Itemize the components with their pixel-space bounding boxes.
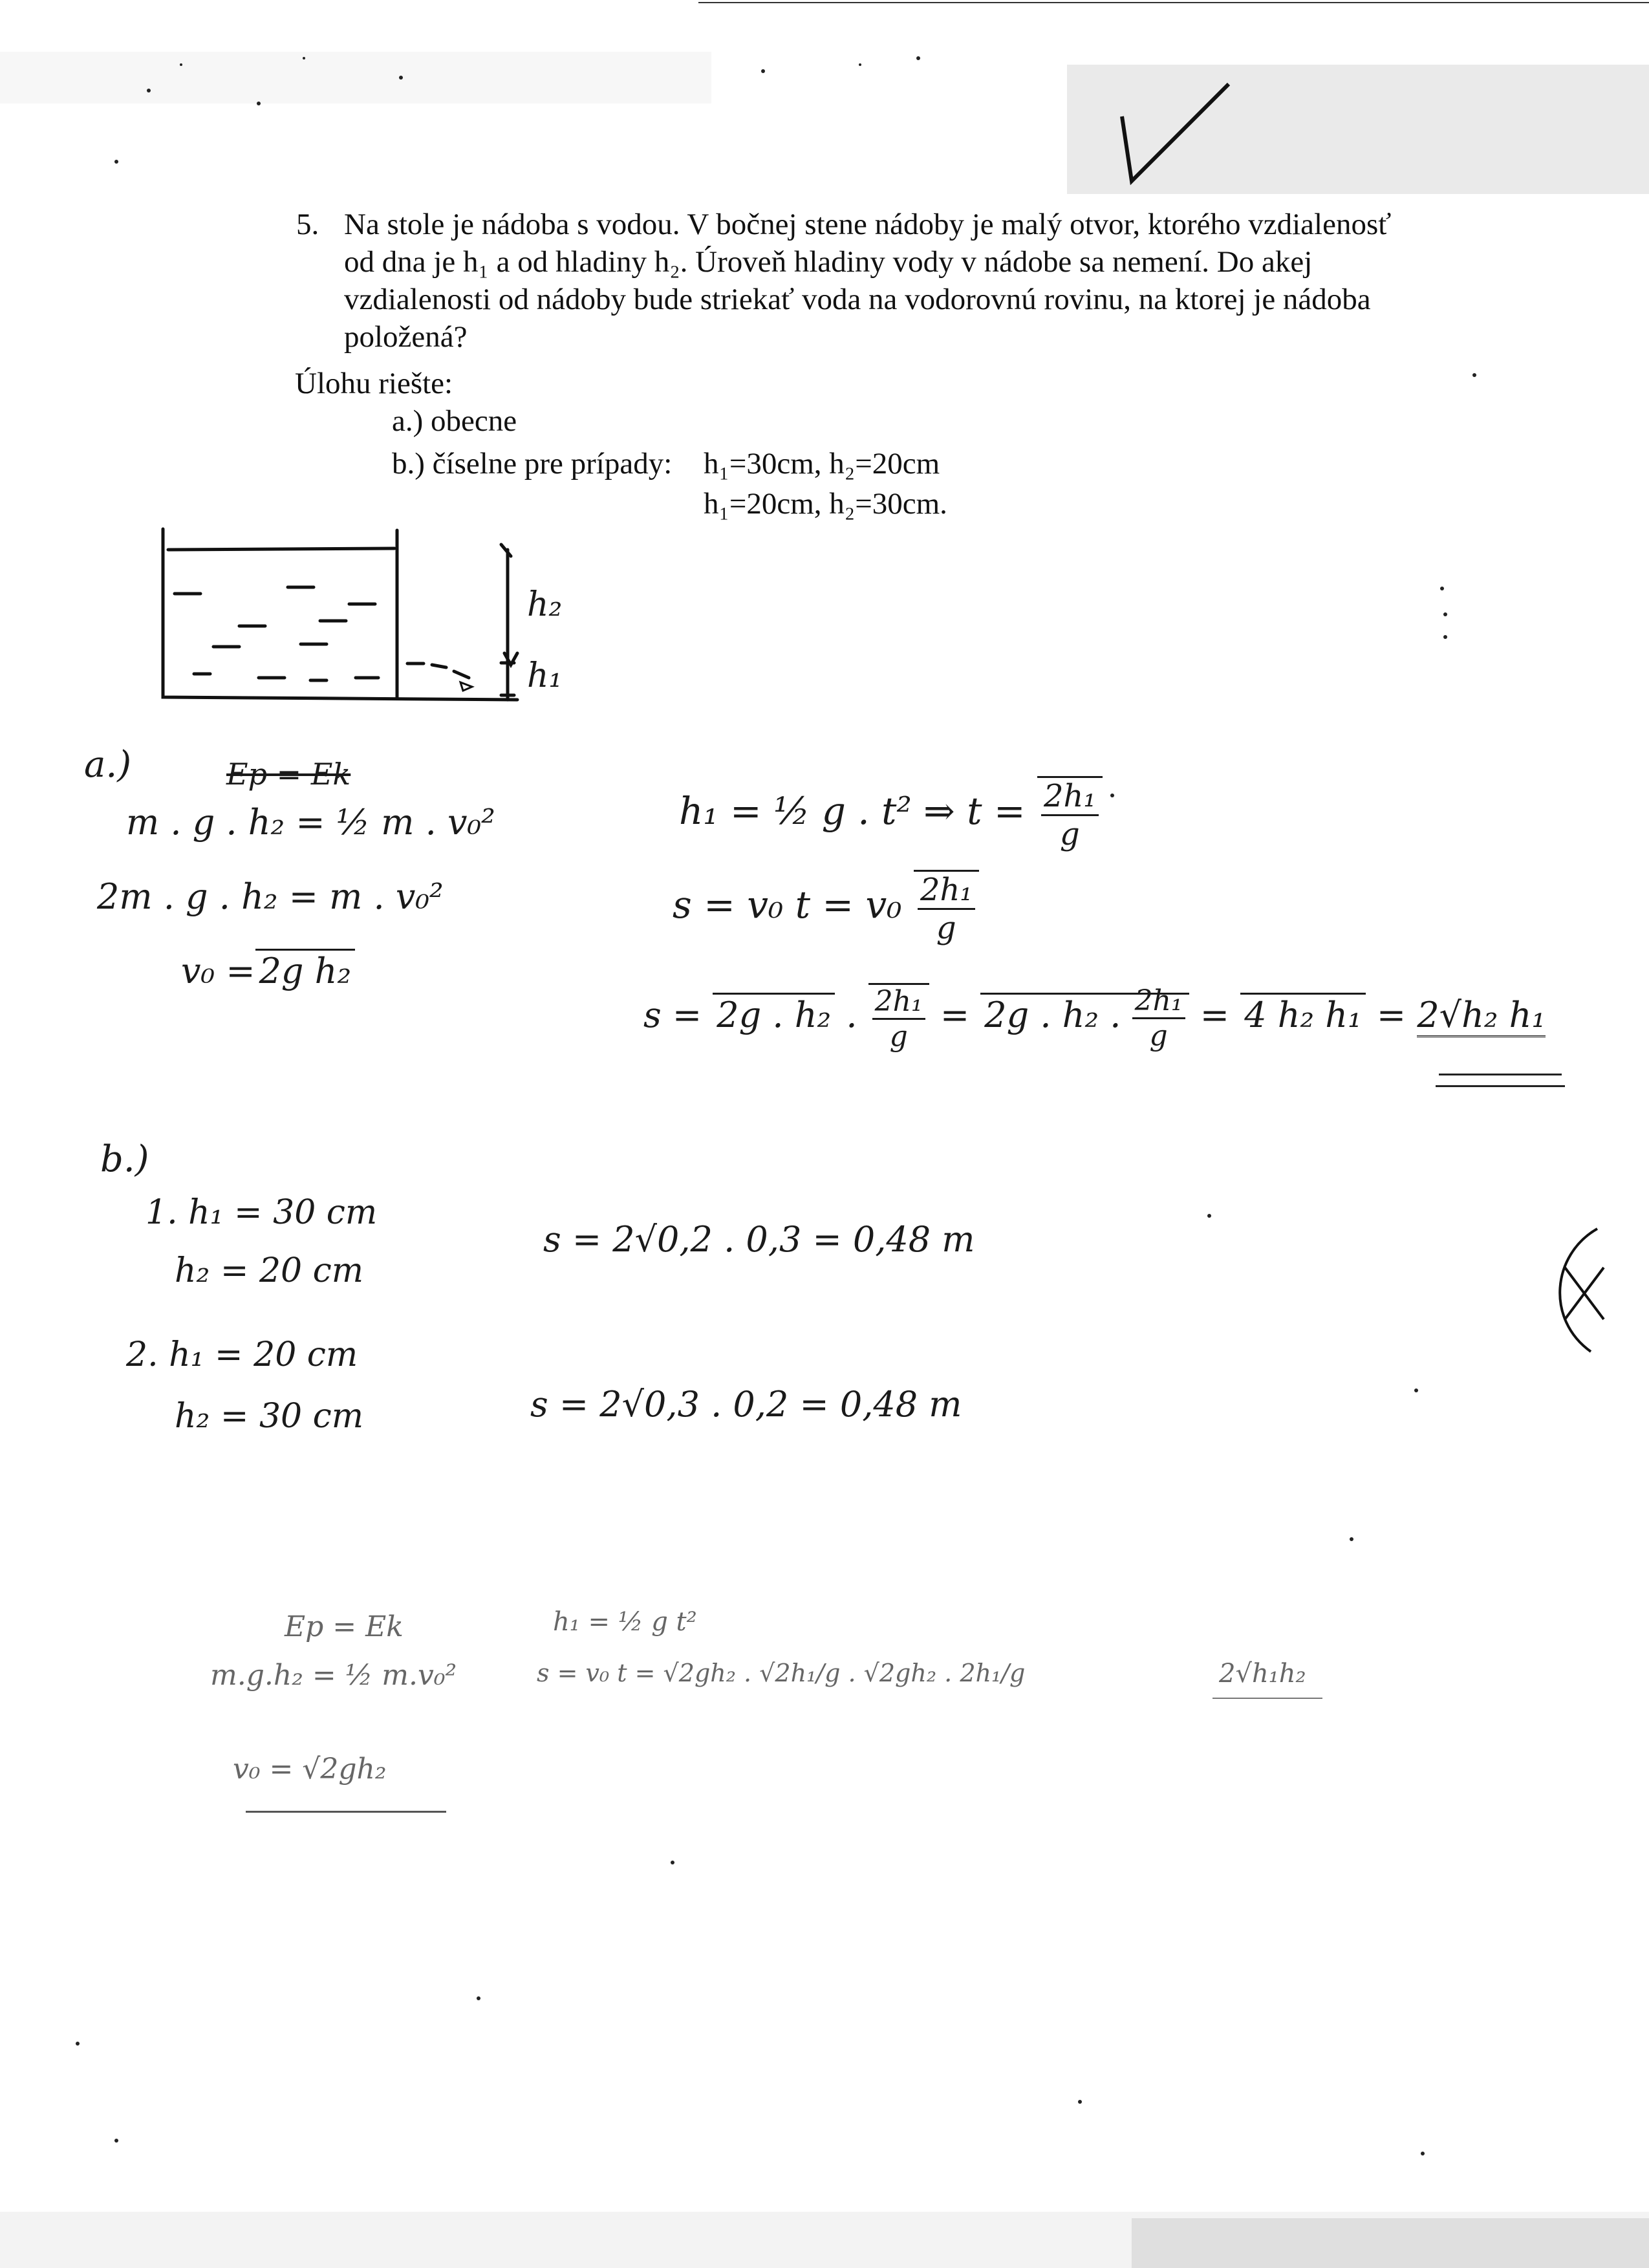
problem-text-line: vzdialenosti od nádoby bude striekať voda na vodorovnú rovinu, na ktorej je nádoba [344,283,1371,316]
vessel-diagram [149,517,588,724]
time-lhs: h₁ = ½ g . t² ⇒ t = [679,789,1026,834]
faint-time-note: h₁ = ½ g t² [553,1607,697,1637]
solution-a-label: a.) [84,744,132,786]
problem-text-line: položená? [344,320,468,354]
solution-b-label: b.) [100,1138,149,1180]
energy-equation-doubled: 2m . g . h₂ = m . v₀² [97,876,444,917]
distance-formula [673,870,979,946]
distance-root [914,870,979,946]
case1-h1: 1. h₁ = 30 cm [146,1193,378,1232]
case2-h1: 2. h₁ = 20 cm [126,1335,358,1374]
fraction-numerator: 2h₁ [1041,778,1099,816]
faint-distance-note: s = v₀ t = √2gh₂ . √2h₁/g . √2gh₂ . 2h₁/g [537,1659,1026,1687]
case-b-values-2: h₁=20cm, h₂=30cm. [704,487,947,521]
problem-text-line: Na stole je nádoba s vodou. V bočnej stene nádoby je malý otvor, ktorého vzdialenosť [344,208,1392,241]
faint-velocity-note: v₀ = √2gh₂ [233,1753,387,1786]
fraction-denominator: g [1149,1019,1168,1052]
distance-lhs: s = v₀ t = v₀ [673,883,902,927]
task-intro: Úlohu riešte: [295,367,453,400]
case-b-numeric: b.) číselne pre prípady: [392,447,673,481]
final-lhs: s = [643,995,702,1035]
fraction-denominator: g [889,1020,908,1053]
final-root-3 [980,984,1189,1052]
velocity-root: 2g h₂ [255,949,356,991]
faint-velocity-underline [246,1811,446,1813]
fraction-numerator: 2h₁ [872,985,925,1020]
diagram-label-h2: h₂ [527,585,563,624]
time-formula [679,776,1103,852]
final-derivation: s = 2g . h₂ . $\frac{\text{2h₁}}{g}$ = 2g . h₂ . $\frac{\text{2h₁}}{g}$ = 4 h₂ h₁ = 2√h₂ h₁ [643,984,1546,1053]
final-root-4: 4 h₂ h₁ [1240,993,1366,1035]
faint-result-underline [1212,1698,1322,1699]
faint-result-note: 2√h₁h₂ [1219,1659,1306,1689]
case2-result: s = 2√0,3 . 0,2 = 0,48 m [530,1384,962,1425]
final-root-1: 2g . h₂ [713,993,835,1035]
faint-energy-equation: m.g.h₂ = ½ m.v₀² [210,1659,457,1692]
time-root [1037,776,1103,852]
case2-h2: h₂ = 30 cm [175,1397,364,1436]
case-b-values-1: h₁=30cm, h₂=20cm [704,447,940,481]
case-a-general: a.) obecne [392,404,517,438]
result-underline [1436,1085,1565,1087]
result-underline [1439,1074,1562,1075]
fraction-numerator: 2h₁ [918,872,975,910]
velocity-lhs: v₀ = [181,951,255,991]
struck-energy-equation: Ep = Ek [226,757,351,792]
faint-energy-note: Ep = Ek [285,1610,404,1643]
velocity-formula [181,951,355,991]
fraction-denominator: g [936,910,956,946]
case1-result: s = 2√0,2 . 0,3 = 0,48 m [543,1219,975,1260]
energy-equation: m . g . h₂ = ½ m . v₀² [126,802,495,843]
final-root-3-fraction [1132,984,1185,1052]
problem-text-line: od dna je h₁ a od hladiny h₂. Úroveň hladiny vody v nádobe sa nemení. Do akej [344,245,1313,279]
fraction-numerator: 2h₁ [1132,984,1185,1019]
fraction-denominator: g [1059,816,1080,852]
final-result: 2√h₂ h₁ [1417,995,1546,1037]
final-root-3-term: 2g . h₂ . [984,995,1121,1035]
problem-number: 5. [296,208,319,241]
final-root-2 [868,983,929,1053]
case1-h2: h₂ = 20 cm [175,1251,364,1290]
diagram-label-h1: h₁ [527,656,563,695]
